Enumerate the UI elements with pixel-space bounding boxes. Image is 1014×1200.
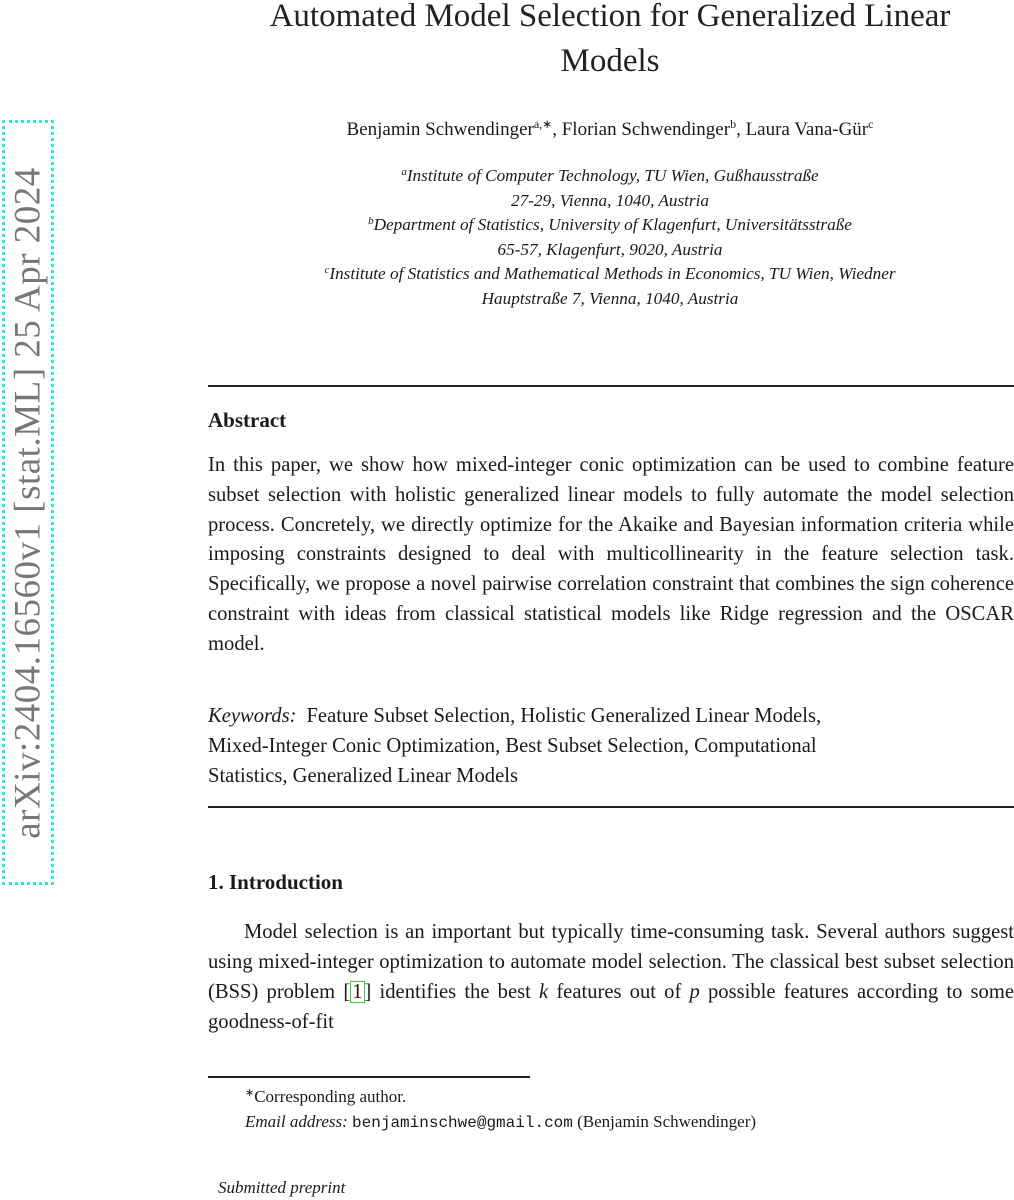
footnote-email-line: Email address: benjaminschwe@gmail.com (Benjamin Schwendinger) — [245, 1112, 757, 1132]
citation-link[interactable]: 1 — [352, 981, 363, 1003]
paper-title: Automated Model Selection for Generalized Linear Models — [269, 0, 951, 79]
keywords-line-1: Feature Subset Selection, Holistic Generalized Linear Models, — [306, 705, 822, 727]
author-3: Laura Vana-Gür$^c$ — [745, 117, 874, 140]
abstract-heading: Abstract — [208, 408, 287, 432]
footnote-corresponding: ∗Corresponding author. — [245, 1087, 407, 1106]
introduction-heading: 1. Introduction — [208, 870, 343, 894]
variable-k: k — [539, 981, 549, 1003]
author-1: Benjamin Schwendinger$^{a,∗}$, — [346, 117, 562, 140]
author-3-marks: c — [868, 117, 874, 131]
submitted-preprint: Submitted preprint — [218, 1178, 346, 1197]
keywords-line-2: Mixed-Integer Conic Optimization, Best Subset Selection, Computational — [208, 734, 817, 757]
affiliation-b: $^b$Department of Statistics, University of Klagenfurt, Universitätsstraße — [368, 215, 852, 235]
author-2: Florian Schwendinger$^b$, — [561, 117, 746, 140]
author-list — [225, 118, 995, 142]
affiliations — [225, 164, 995, 312]
arxiv-stamp-box — [2, 120, 54, 885]
abstract-bottom-rule — [208, 806, 1014, 808]
keywords-label: Keywords: — [208, 705, 297, 727]
keywords — [208, 702, 998, 791]
affiliation-a: $^a$Institute of Computer Technology, TU Wien, Gußhausstraße — [401, 166, 819, 185]
abstract-top-rule — [208, 385, 1014, 387]
affiliation-a-line2: 27-29, Vienna, 1040, Austria — [511, 190, 709, 210]
arxiv-identifier-link[interactable]: arXiv:2404.16560v1 [stat.ML] 25 Apr 2024 — [7, 166, 49, 839]
variable-p: p — [689, 981, 700, 1003]
author-2-marks: b — [730, 117, 737, 131]
affiliation-c-line2: Hauptstraße 7, Vienna, 1040, Austria — [481, 288, 739, 308]
author-1-marks[interactable]: a,∗ — [533, 117, 553, 131]
introduction-paragraph: Model selection is an important but typically time-consuming task. Several authors suggest using mixed-integer optimization to automate model selection. The classical best subset selection (BSS) problem [1] identifies the best k features out of p possible features according to some goodness-of-fit — [208, 921, 1014, 1033]
email-address: benjaminschwe@gmail.com — [352, 1114, 573, 1132]
footnote-rule — [208, 1076, 530, 1078]
keywords-line-3: Statistics, Generalized Linear Models — [208, 764, 518, 787]
abstract-text: In this paper, we show how mixed-integer conic optimization can be used to combine feature subset selection with holistic generalized linear models to fully automate the model selection process. Concretely, we directly optimize for the Akaike and Bayesian information criteria while imposing constraints designed to deal with multicollinearity in the feature selection task. Specifically, we propose a novel pairwise correlation constraint that combines the sign coherence constraint with ideas from classical statistical models like Ridge regression and the OSCAR model. — [208, 454, 1014, 655]
affiliation-c: $^c$Institute of Statistics and Mathematical Methods in Economics, TU Wien, Wiedner — [324, 264, 896, 284]
affiliation-b-line2: 65-57, Klagenfurt, 9020, Austria — [497, 239, 723, 259]
footnote — [245, 1084, 1005, 1136]
